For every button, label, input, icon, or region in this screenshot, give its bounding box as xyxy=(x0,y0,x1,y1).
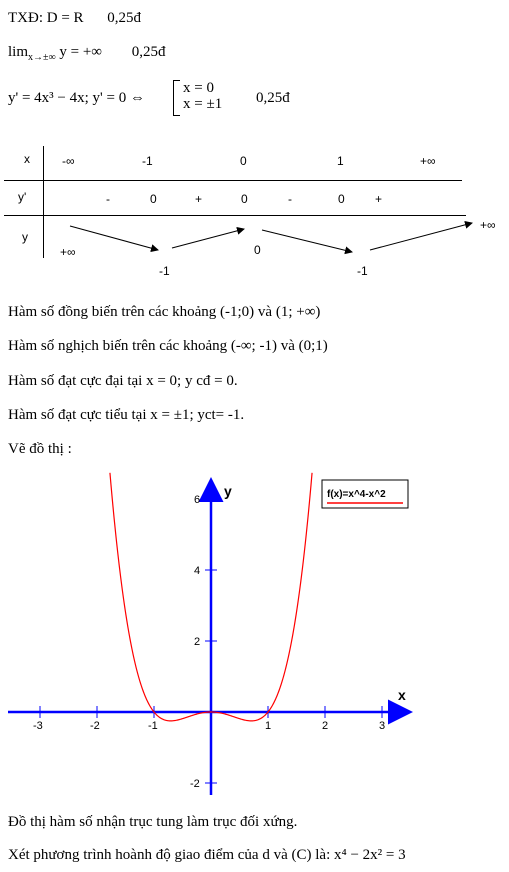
x-tick-label: -2 xyxy=(90,720,100,732)
x-value: -1 xyxy=(142,154,153,168)
arrow-down-1 xyxy=(70,226,158,250)
x-value: +∞ xyxy=(420,154,436,168)
y-tick-label: 2 xyxy=(194,636,201,648)
y-tick-label: 4 xyxy=(194,565,201,577)
paragraph-increasing: Hàm số đồng biến trên các khoảng (-1;0) và (1; +∞) xyxy=(8,304,321,320)
y-tick-label: -2 xyxy=(190,778,200,790)
yp-value: + xyxy=(195,192,203,206)
derivative-score: 0,25đ xyxy=(256,90,290,106)
row-x-label: x xyxy=(24,152,30,166)
derivative-text: y' = 4x³ − 4x; y' = 0 ⇔ xyxy=(8,90,145,106)
row-y-label: y xyxy=(22,230,28,244)
y-axis-label: y xyxy=(224,483,232,499)
paragraph-draw-graph: Vẽ đồ thị : xyxy=(8,441,72,457)
paragraph-symmetry: Đồ thị hàm số nhận trục tung làm trục đối xứng. xyxy=(8,814,298,830)
yp-value: - xyxy=(288,192,292,206)
paragraph-maximum: Hàm số đạt cực đại tại x = 0; y cđ = 0. xyxy=(8,373,238,389)
lim-sub: x→±∞ xyxy=(28,52,56,63)
yp-value: + xyxy=(375,192,383,206)
paragraph-minimum: Hàm số đạt cực tiểu tại x = ±1; yct= -1. xyxy=(8,407,245,423)
x-tick-label: 1 xyxy=(265,720,272,732)
arrow-up-2 xyxy=(370,223,472,250)
domain-text: TXĐ: D = R xyxy=(8,10,84,26)
x-tick-label: 3 xyxy=(379,720,386,732)
lim-main: lim xyxy=(8,44,29,60)
y-ticks xyxy=(190,494,217,790)
lim-score: 0,25đ xyxy=(131,44,166,60)
yp-value: 0 xyxy=(150,192,157,206)
paragraph-decreasing: Hàm số nghịch biến trên các khoảng (-∞; -1) và (0;1) xyxy=(8,338,328,354)
case-2: x = ±1 xyxy=(183,96,223,112)
x-value: 0 xyxy=(240,154,247,168)
y-top-left: +∞ xyxy=(60,245,76,259)
x-tick-label: 2 xyxy=(322,720,329,732)
legend-text: f(x)=x^4-x^2 xyxy=(327,489,386,500)
arrow-down-2 xyxy=(262,230,352,252)
function-graph xyxy=(0,470,509,800)
x-tick-label: -3 xyxy=(33,720,43,732)
yp-value: - xyxy=(106,192,110,206)
yp-value: 0 xyxy=(338,192,345,206)
x-value: -∞ xyxy=(62,154,75,168)
y-min-right: -1 xyxy=(357,264,368,278)
yp-value: 0 xyxy=(241,192,248,206)
y-tick-label: 6 xyxy=(194,494,201,506)
row-yp-label: y' xyxy=(18,190,27,204)
lim-rest: y = +∞ xyxy=(55,44,103,60)
paragraph-equation: Xét phương trình hoành độ giao điểm của d và (C) là: x⁴ − 2x² = 3 xyxy=(8,847,406,863)
x-value: 1 xyxy=(337,154,344,168)
x-tick-label: -1 xyxy=(148,720,158,732)
x-axis-label: x xyxy=(398,687,406,703)
y-min-left: -1 xyxy=(159,264,170,278)
arrow-up-1 xyxy=(172,229,244,248)
variation-arrows xyxy=(0,0,509,300)
y-top-right: +∞ xyxy=(480,218,496,232)
domain-score: 0,25đ xyxy=(107,10,142,26)
x-ticks xyxy=(33,706,385,732)
case-1: x = 0 xyxy=(183,80,214,96)
y-mid: 0 xyxy=(254,243,261,257)
